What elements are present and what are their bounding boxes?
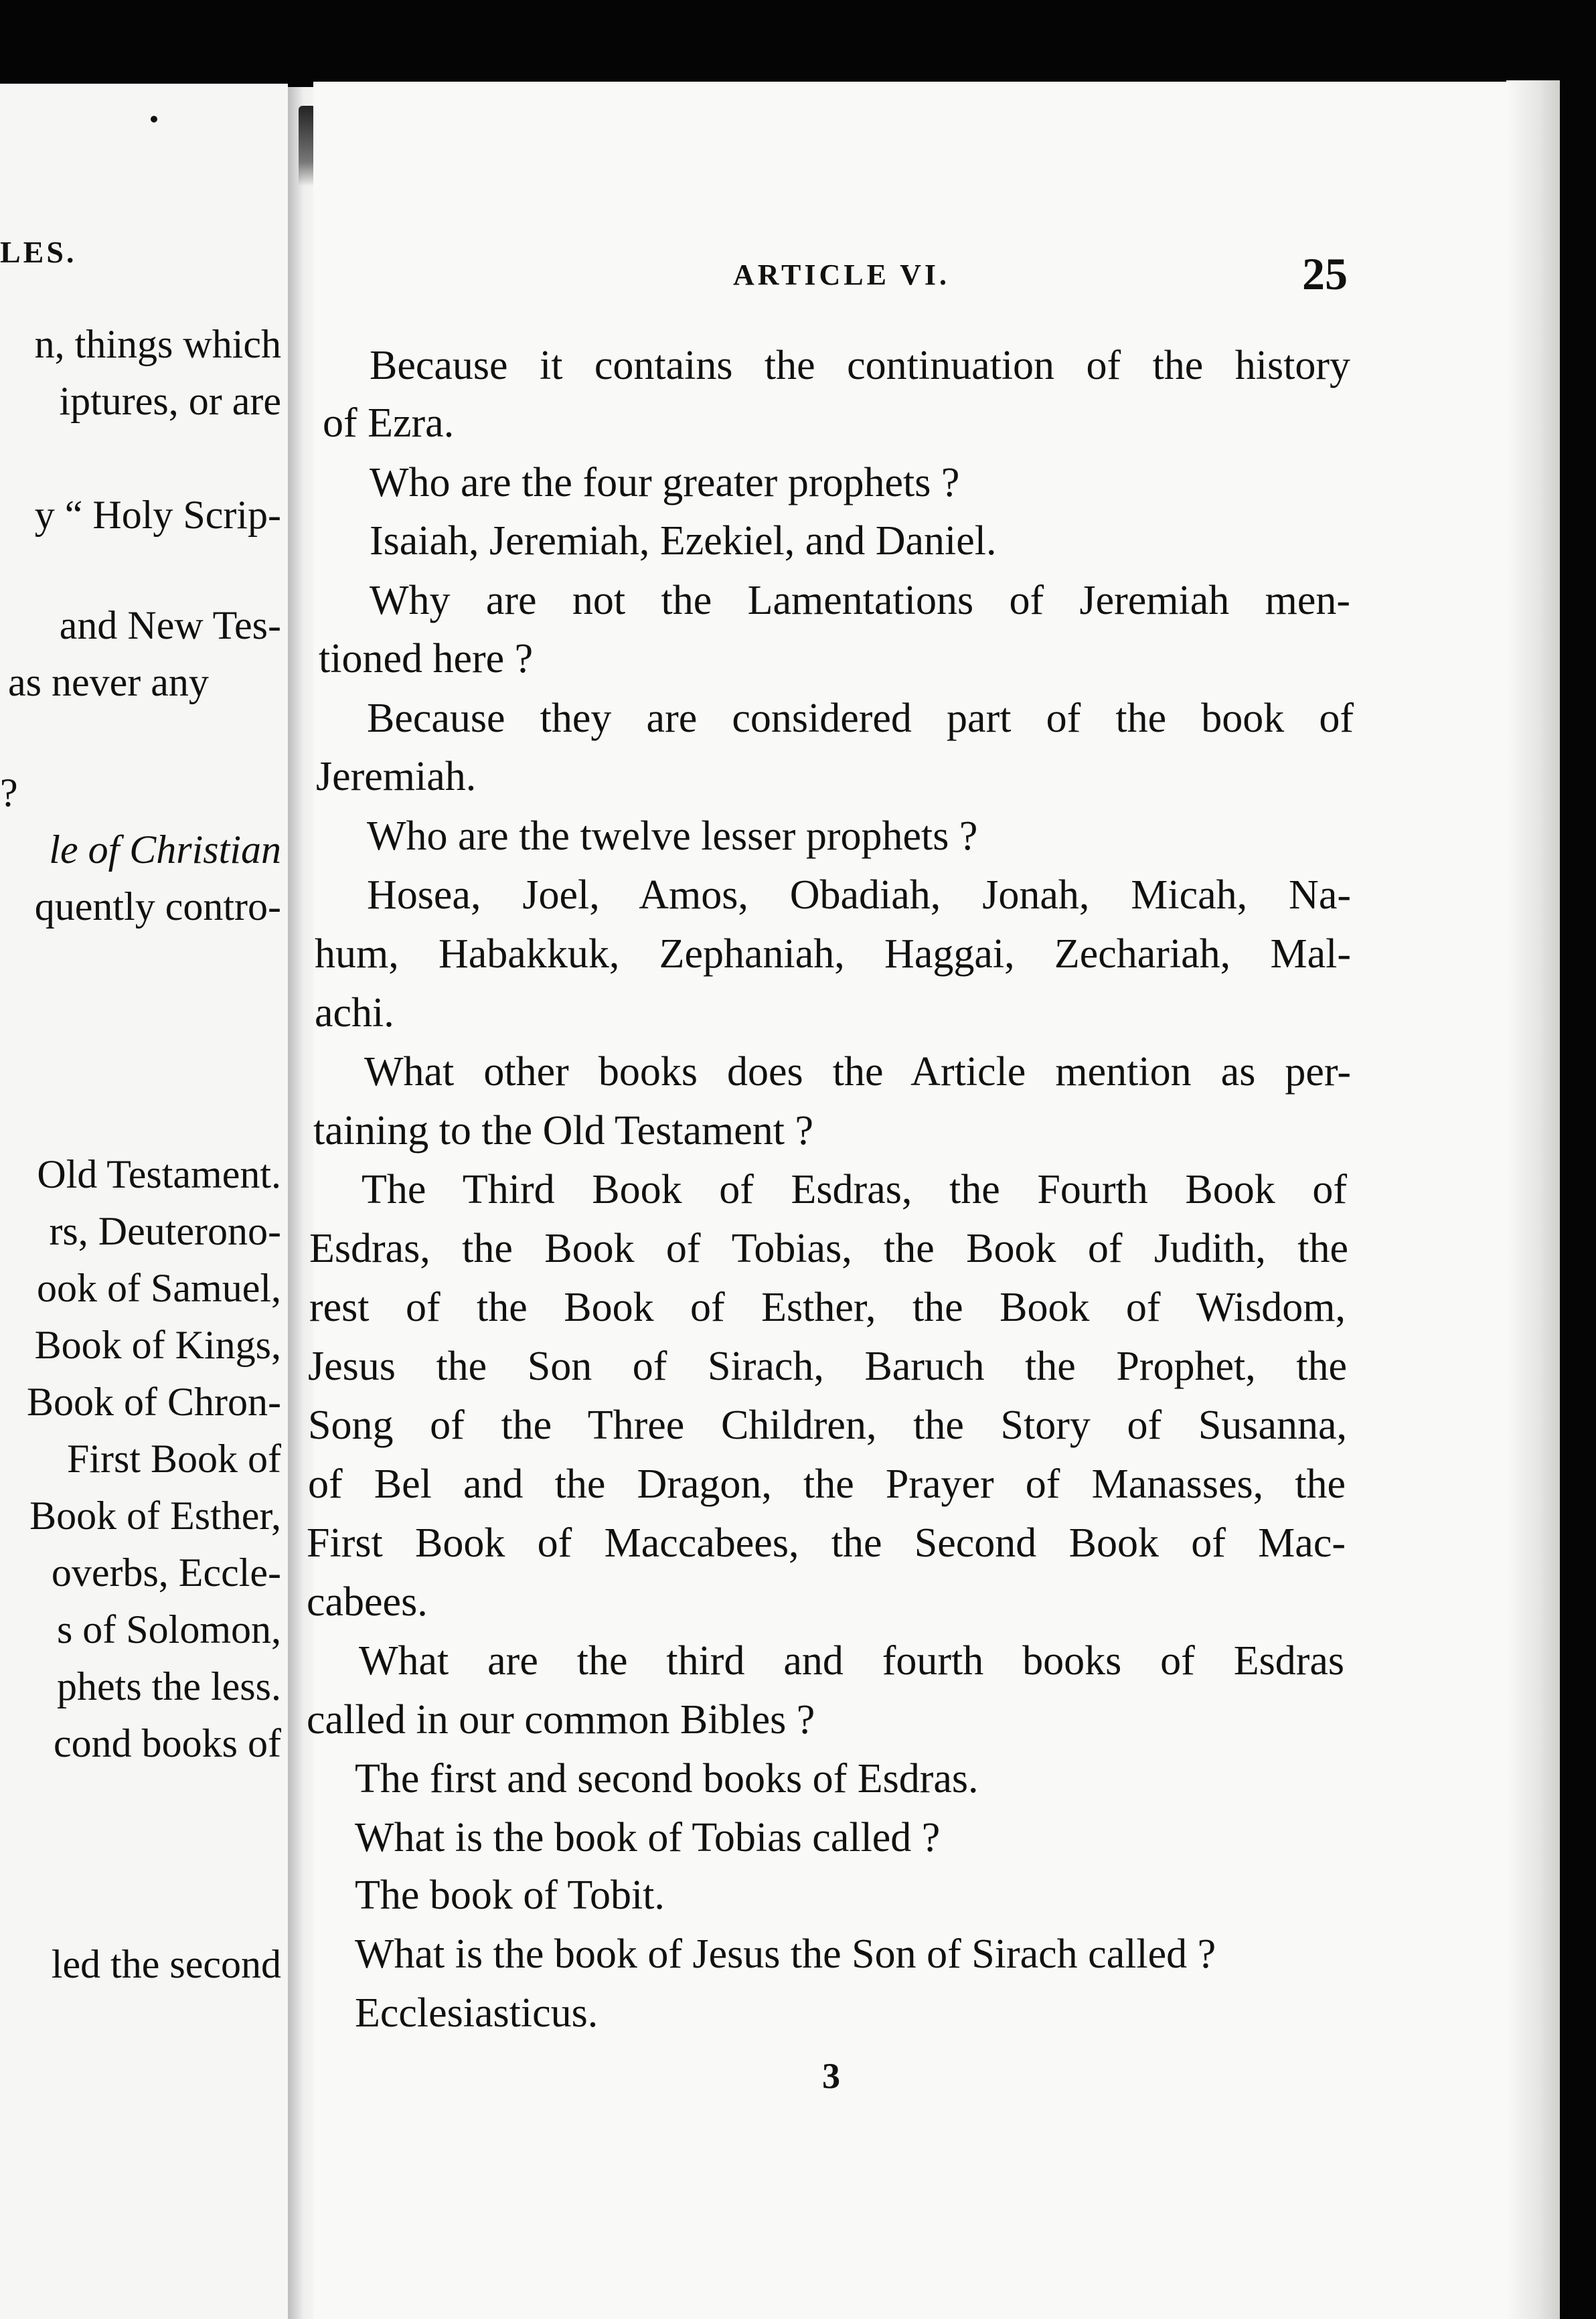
left-text-line: quently contro-: [34, 884, 281, 929]
left-text-line: n, things which: [34, 322, 281, 366]
text-line: achi.: [315, 990, 394, 1036]
left-text-line: led the second: [51, 1942, 281, 1986]
text-line: Jesus the Son of Sirach, Baruch the Prophet, the: [308, 1344, 1347, 1389]
left-text-line: ?: [0, 771, 18, 815]
left-text-line: cond books of: [54, 1721, 281, 1765]
text-line: Isaiah, Jeremiah, Ezekiel, and Daniel.: [370, 518, 997, 564]
text-line: Who are the four greater prophets ?: [370, 460, 960, 505]
left-text-line: Book of Esther,: [29, 1494, 281, 1538]
text-line: of Ezra.: [323, 400, 455, 446]
left-page: [0, 84, 288, 2319]
text-line: What are the third and fourth books of Esdras: [359, 1638, 1344, 1684]
left-text-line: Book of Chron-: [27, 1380, 281, 1424]
left-text-line: Book of Kings,: [34, 1323, 281, 1367]
left-running-title: LES.: [0, 235, 77, 269]
left-text-line: overbs, Eccle-: [51, 1550, 281, 1595]
ink-dot: [151, 116, 157, 123]
left-text-line: First Book of: [66, 1437, 281, 1481]
book-gutter: [288, 87, 315, 2319]
left-text-line: ook of Samuel,: [37, 1266, 281, 1310]
left-text-line: phets the less.: [57, 1664, 281, 1708]
left-text-line: iptures, or are: [59, 379, 281, 423]
text-line: Who are the twelve lesser prophets ?: [367, 813, 978, 859]
text-line: Because it contains the continuation of the history: [370, 343, 1350, 388]
text-line: of Bel and the Dragon, the Prayer of Manasses, the: [308, 1461, 1346, 1507]
text-line: The book of Tobit.: [355, 1872, 665, 1918]
left-text-line: Old Testament.: [37, 1152, 281, 1196]
text-line: First Book of Maccabees, the Second Book of Mac-: [307, 1520, 1346, 1566]
text-line: Why are not the Lamentations of Jeremiah men-: [370, 578, 1350, 623]
text-line: hum, Habakkuk, Zephaniah, Haggai, Zechariah, Mal-: [315, 931, 1351, 977]
text-line: tioned here ?: [319, 636, 534, 682]
left-text-line: as never any: [8, 660, 209, 704]
text-line: Song of the Three Children, the Story of Susanna,: [308, 1403, 1347, 1448]
signature-mark: 3: [822, 2056, 840, 2096]
left-text-line: rs, Deuterono-: [49, 1209, 281, 1253]
text-line: cabees.: [307, 1579, 428, 1625]
page-edge-shadow: [1506, 80, 1560, 2319]
left-text-line: s of Solomon,: [56, 1607, 281, 1652]
left-text-line: y “ Holy Scrip-: [34, 493, 281, 537]
text-line: Esdras, the Book of Tobias, the Book of Judith, the: [309, 1226, 1348, 1271]
text-line: Jeremiah.: [316, 754, 477, 799]
left-text-line: and New Tes-: [59, 603, 281, 647]
left-text-line: le of Christian: [49, 827, 281, 872]
text-line: taining to the Old Testament ?: [313, 1108, 813, 1153]
text-line: The Third Book of Esdras, the Fourth Book of: [362, 1167, 1347, 1212]
text-line: Hosea, Joel, Amos, Obadiah, Jonah, Micah, Na-: [367, 872, 1351, 918]
text-line: What other books does the Article mention as per-: [364, 1049, 1351, 1095]
page-number: 25: [1302, 248, 1348, 299]
text-line: Ecclesiasticus.: [355, 1990, 598, 2036]
text-line: called in our common Bibles ?: [307, 1697, 815, 1743]
text-line: The first and second books of Esdras.: [355, 1756, 979, 1802]
running-title: ARTICLE VI.: [733, 258, 951, 291]
text-line: Because they are considered part of the book of: [367, 696, 1354, 741]
text-line: rest of the Book of Esther, the Book of Wisdom,: [309, 1285, 1346, 1330]
text-line: What is the book of Jesus the Son of Sirach called ?: [355, 1931, 1216, 1977]
text-line: What is the book of Tobias called ?: [355, 1815, 941, 1860]
